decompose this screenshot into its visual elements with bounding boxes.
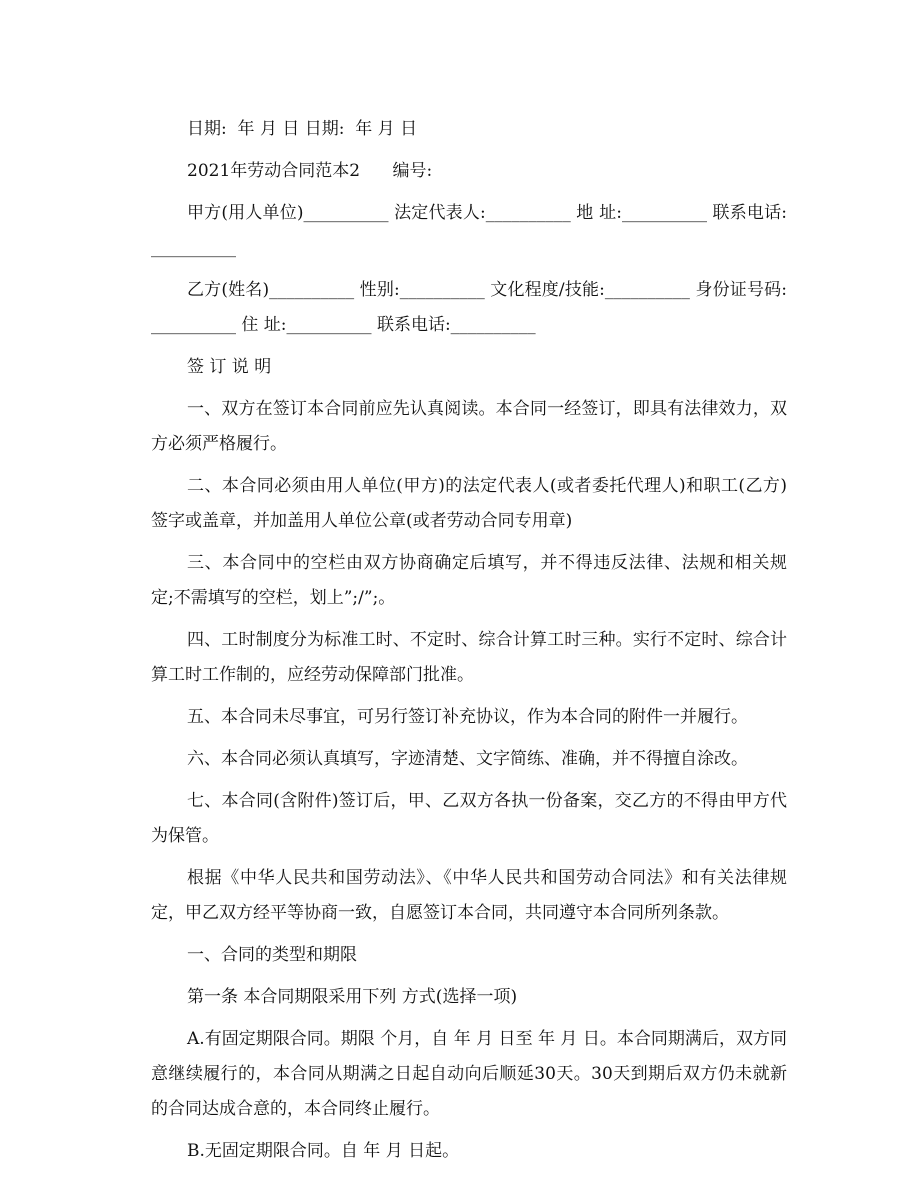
instruction-item-3: 三、本合同中的空栏由双方协商确定后填写，并不得违反法律、法规和相关规定;不需填写的空栏，划上”;/”;。 <box>151 553 787 608</box>
instruction-item-2: 二、本合同必须由用人单位(甲方)的法定代表人(或者委托代理人)和职工(乙方)签字或盖章，并加盖用人单位公章(或者劳动合同专用章) <box>151 476 787 531</box>
instruction-item-1: 一、双方在签订本合同前应先认真阅读。本合同一经签订，即具有法律效力，双方必须严格履行。 <box>151 399 787 454</box>
section-heading-contract-type: 一、合同的类型和期限 <box>187 945 357 965</box>
party-a-info: 甲方(用人单位)__________ 法定代表人:__________ 地 址:__________ 联系电话:__________ <box>151 203 787 258</box>
option-b-open-term: B.无固定期限合同。自 年 月 日起。 <box>187 1141 460 1161</box>
document-body <box>151 112 787 1169</box>
article-1: 第一条 本合同期限采用下列 方式(选择一项) <box>187 987 518 1007</box>
signing-instructions-heading: 签 订 说 明 <box>187 357 272 377</box>
legal-basis-paragraph: 根据《中华人民共和国劳动法》、《中华人民共和国劳动合同法》和有关法律规定，甲乙双方经平等协商一致，自愿签订本合同，共同遵守本合同所列条款。 <box>151 868 787 923</box>
instruction-item-6: 六、本合同必须认真填写，字迹清楚、文字简练、准确，并不得擅自涂改。 <box>187 749 748 769</box>
option-a-fixed-term: A.有固定期限合同。期限 个月，自 年 月 日至 年 月 日。本合同期满后，双方同意继续履行的，本合同从期满之日起自动向后顺延30天。30天到期后双方仍未就新的合同达成合意的，本合同终止履行。 <box>151 1029 787 1119</box>
instruction-item-4: 四、工时制度分为标准工时、不定时、综合计算工时三种。实行不定时、综合计算工时工作制的，应经劳动保障部门批准。 <box>151 630 787 685</box>
instruction-item-5: 五、本合同未尽事宜，可另行签订补充协议，作为本合同的附件一并履行。 <box>187 707 748 727</box>
contract-title-line: 2021年劳动合同范本2 编号: <box>187 161 433 181</box>
party-b-info: 乙方(姓名)__________ 性别:__________ 文化程度/技能:__________ 身份证号码:__________ 住 址:__________ 联系电话:__________ <box>151 280 787 335</box>
date-line: 日期: 年 月 日 日期: 年 月 日 <box>187 119 418 139</box>
instruction-item-7: 七、本合同(含附件)签订后，甲、乙双方各执一份备案，交乙方的不得由甲方代为保管。 <box>151 791 787 846</box>
